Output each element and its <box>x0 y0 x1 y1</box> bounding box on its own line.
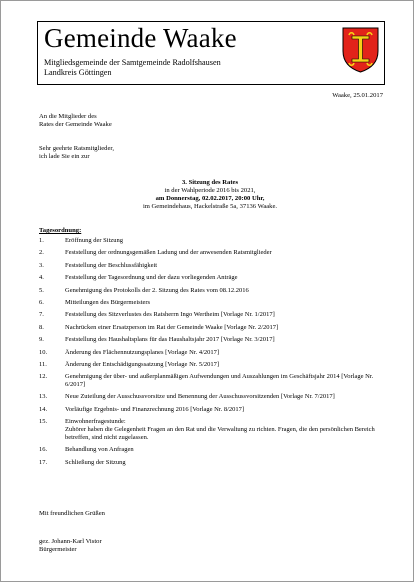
agenda-item <box>39 249 384 257</box>
agenda-item-text <box>65 249 384 257</box>
salutation <box>39 145 114 161</box>
agenda-item-label: Schließung der Sitzung <box>65 458 126 466</box>
agenda-item <box>39 406 384 414</box>
agenda-item-number: 15. <box>39 418 48 426</box>
agenda-item-number: 12. <box>39 373 48 381</box>
agenda-item-label: Feststellung der Beschlussfähigkeit <box>65 261 158 269</box>
agenda-item-label: Feststellung des Haushaltsplans für das Haushaltsjahr 2017 [Vorlage Nr. 3/2017] <box>65 336 275 344</box>
agenda-item <box>39 361 384 369</box>
agenda-item-text <box>65 324 384 332</box>
recipient-block <box>39 113 112 129</box>
agenda-item-number: 1. <box>39 237 44 244</box>
agenda-item-text <box>65 373 384 389</box>
agenda-item-number: 6. <box>39 298 44 306</box>
agenda-item <box>39 336 384 344</box>
agenda-item-number: 14. <box>39 405 48 413</box>
meeting-location: im Gemeindehaus, Hackelstraße 5a, 37136 Waake. <box>142 203 278 211</box>
agenda-item-text <box>65 349 384 357</box>
agenda-item-text <box>65 393 384 401</box>
agenda-item-number: 3. <box>39 261 44 269</box>
agenda-item-text <box>65 262 384 270</box>
agenda-item-text <box>65 311 384 319</box>
agenda-item-text <box>65 287 384 295</box>
agenda-heading: Tagesordnung: <box>39 227 82 234</box>
agenda-item-label: Feststellung der Tagesordnung und der dazu vorliegenden Anträge <box>65 274 238 282</box>
agenda-item-label: Änderung der Entschädigungssatzung [Vorlage Nr. 5/2017] <box>65 360 220 368</box>
agenda-item <box>39 418 384 441</box>
agenda-item-label: Eröffnung der Sitzung <box>65 237 124 244</box>
agenda-item <box>39 446 384 454</box>
agenda-item-text <box>65 274 384 282</box>
agenda-item-label: Nachrücken einer Ersatzperson im Rat der Gemeinde Waake [Vorlage Nr. 2/2017] <box>65 323 279 331</box>
agenda-item <box>39 287 384 295</box>
agenda-item-text <box>65 418 384 441</box>
agenda-item-number: 8. <box>39 323 44 331</box>
agenda-item <box>39 262 384 270</box>
agenda-item <box>39 274 384 282</box>
closing-greeting: Mit freundlichen Grüßen <box>39 510 105 517</box>
agenda-item <box>39 459 384 467</box>
letterhead <box>37 21 385 85</box>
agenda-item <box>39 324 384 332</box>
recipient-line: An die Mitglieder des <box>39 113 97 120</box>
agenda-list <box>39 237 384 466</box>
agenda-item-label: Einwohnerfragestunde: <box>65 418 126 426</box>
salutation-line: Sehr geehrte Ratsmitglieder, <box>39 145 114 152</box>
agenda-item-text <box>65 237 384 245</box>
signature-title: Bürgermeister <box>39 546 77 553</box>
agenda-item-number: 16. <box>39 446 48 454</box>
agenda-item-number: 11. <box>39 360 47 368</box>
signature-block <box>39 538 102 554</box>
agenda-item-number: 2. <box>39 249 44 257</box>
agenda-item-label: Genehmigung der über- und außerplanmäßigen Aufwendungen und Auszahlungen im Geschäftsjahr 2014 [Vorlage Nr. 6/2017] <box>65 373 374 389</box>
agenda-item <box>39 299 384 307</box>
salutation-line: ich lade Sie ein zur <box>39 153 90 160</box>
agenda-item-number: 9. <box>39 336 44 344</box>
letterhead-district: Landkreis Göttingen <box>44 68 112 77</box>
agenda-item-text <box>65 336 384 344</box>
agenda-item-label: Behandlung von Anfragen <box>65 446 134 454</box>
agenda-item-number: 10. <box>39 348 48 356</box>
agenda-item-number: 17. <box>39 458 48 466</box>
municipality-title: Gemeinde Waake <box>44 23 237 53</box>
agenda-item <box>39 373 384 389</box>
agenda-item-label: Änderung des Flächennutzungsplanes [Vorlage Nr. 4/2017] <box>65 348 220 356</box>
agenda-item-number: 4. <box>39 274 44 282</box>
agenda-item-label: Mitteilungen des Bürgermeisters <box>65 298 151 306</box>
agenda-item-note: Zuhörer haben die Gelegenheit Fragen an den Rat und die Verwaltung zu richten. Fragen, die den persönlichen Bereich betreffen, sind nicht zugelassen. <box>65 426 375 441</box>
meeting-period: in der Wahlperiode 2016 bis 2021, <box>164 187 256 195</box>
agenda-item-number: 7. <box>39 311 44 319</box>
meeting-date: am Donnerstag, 02.02.2017, 20:00 Uhr, <box>155 195 265 203</box>
coat-of-arms-icon <box>342 27 379 73</box>
agenda-item-label: Genehmigung des Protokolls der 2. Sitzung des Rates vom 08.12.2016 <box>65 286 249 294</box>
agenda-item-text <box>65 406 384 414</box>
meeting-info <box>39 179 381 211</box>
signature-name: gez. Johann-Karl Vistor <box>39 538 102 545</box>
recipient-line: Rates der Gemeinde Waake <box>39 121 112 128</box>
agenda-item <box>39 393 384 401</box>
agenda-item <box>39 349 384 357</box>
agenda-item-label: Vorläufige Ergebnis- und Finanzrechnung 2016 [Vorlage Nr. 8/2017] <box>65 405 245 413</box>
agenda-item-label: Feststellung der ordnungsgemäßen Ladung und der anwesenden Ratsmitglieder <box>65 249 272 257</box>
agenda-item-text <box>65 299 384 307</box>
agenda-item-text <box>65 446 384 454</box>
agenda-item-label: Neue Zuteilung der Ausschussvorsitze und Benennung der Ausschussvorsitzenden [Vorlage Nr. 7/2017] <box>65 393 335 401</box>
letterhead-subtitle: Mitgliedsgemeinde der Samtgemeinde Radolfshausen <box>44 58 221 67</box>
agenda-item <box>39 237 384 245</box>
meeting-title: 3. Sitzung des Rates <box>181 179 239 186</box>
agenda-item <box>39 311 384 319</box>
agenda-item-text <box>65 459 384 467</box>
agenda-item-text <box>65 361 384 369</box>
agenda-item-number: 5. <box>39 286 44 294</box>
place-date: Waake, 25.01.2017 <box>332 92 383 99</box>
agenda-item-label: Feststellung des Sitzverlustes des Ratsherrn Ingo Wertheim [Vorlage Nr. 1/2017] <box>65 311 275 319</box>
agenda-item-number: 13. <box>39 393 48 401</box>
